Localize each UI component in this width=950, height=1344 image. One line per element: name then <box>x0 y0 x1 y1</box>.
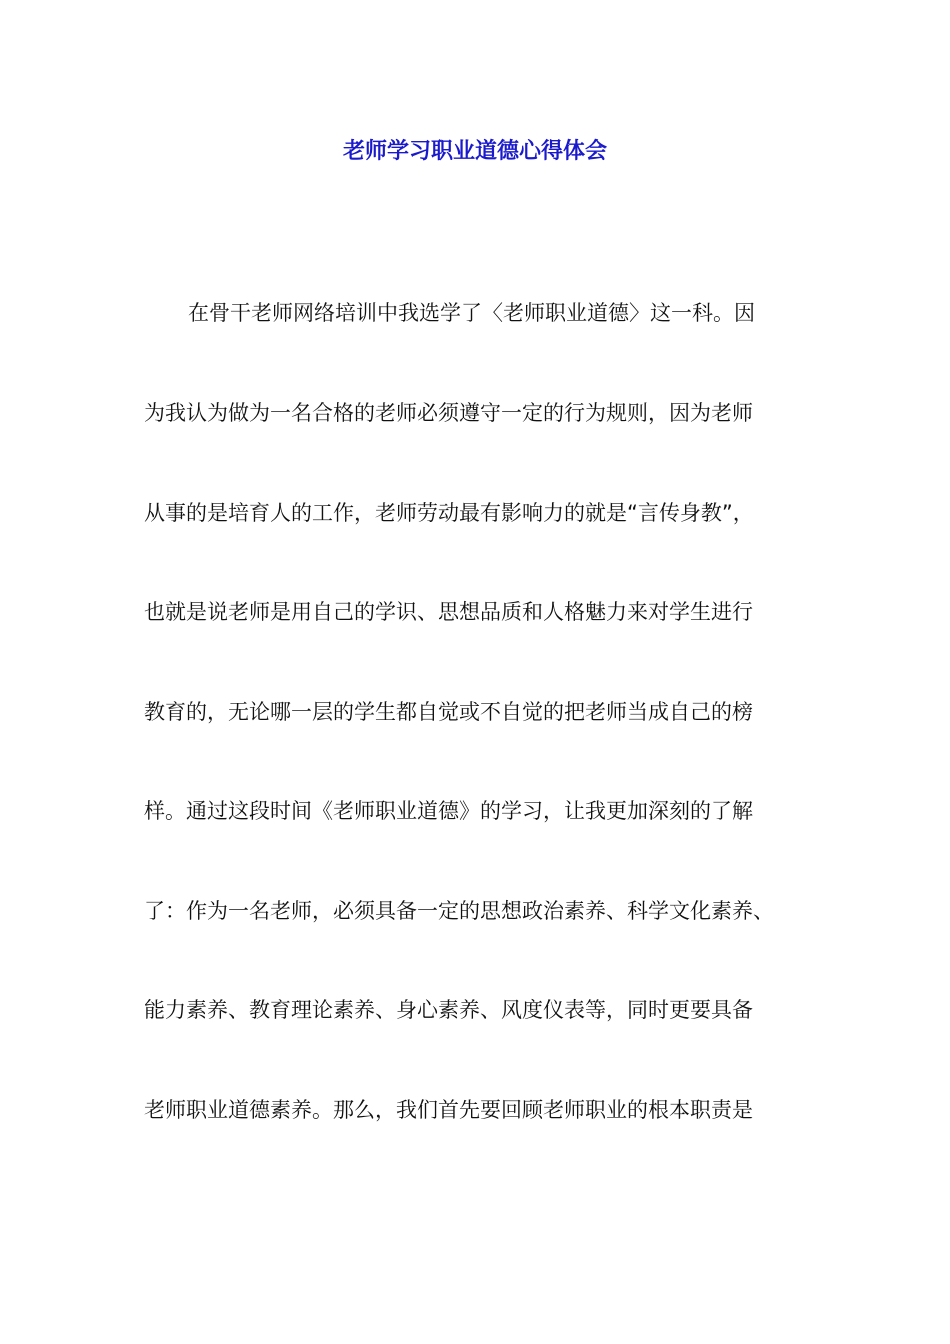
paragraph-line: 教育的，无论哪一层的学生都自觉或不自觉的把老师当成自己的榜 <box>144 700 753 724</box>
paragraph-line: 了：作为一名老师，必须具备一定的思想政治素养、科学文化素养、 <box>144 899 774 923</box>
paragraph-line: 从事的是培育人的工作，老师劳动最有影响力的就是“言传身教”， <box>144 501 754 525</box>
document-title: 老师学习职业道德心得体会 <box>342 139 607 164</box>
paragraph-line: 能力素养、教育理论素养、身心素养、风度仪表等，同时更要具备 <box>144 998 753 1022</box>
paragraph-line: 样。通过这段时间《老师职业道德》的学习，让我更加深刻的了解 <box>144 799 753 823</box>
paragraph-line: 也就是说老师是用自己的学识、思想品质和人格魅力来对学生进行 <box>144 600 753 624</box>
paragraph-line: 为我认为做为一名合格的老师必须遵守一定的行为规则，因为老师 <box>144 401 753 425</box>
paragraph-line: 老师职业道德素养。那么，我们首先要回顾老师职业的根本职责是 <box>144 1098 753 1122</box>
paragraph-line: 在骨干老师网络培训中我选学了〈老师职业道德〉这一科。因 <box>188 301 755 325</box>
